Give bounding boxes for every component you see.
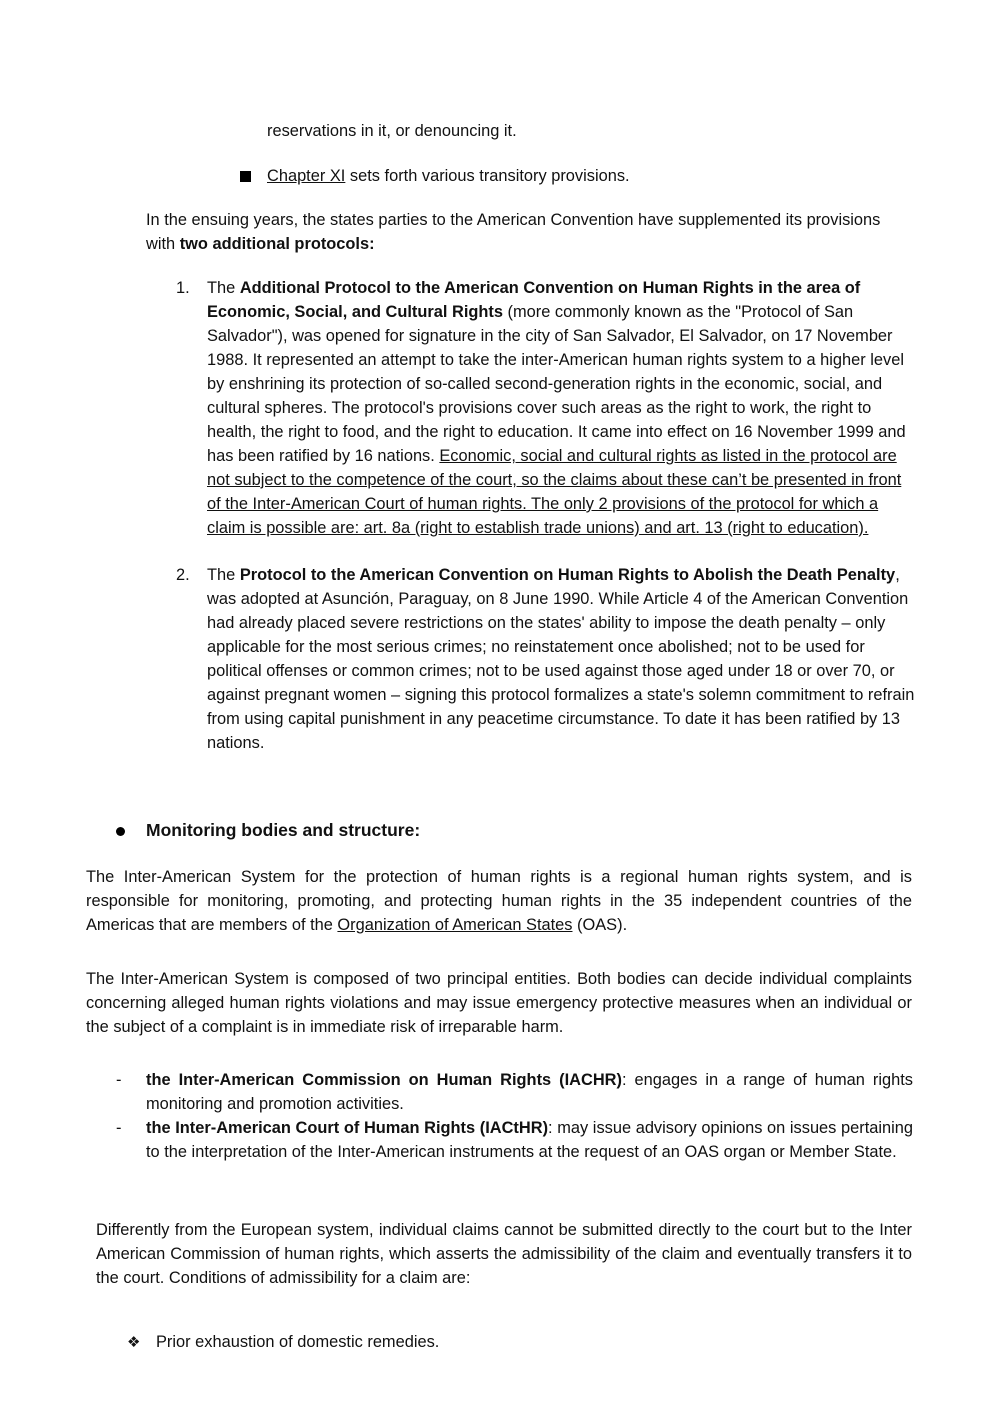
list-number: 1. — [176, 279, 190, 297]
list-number: 2. — [176, 566, 190, 584]
protocol-text: (more commonly known as the "Protocol of San Salvador"), was opened for signature in the city of San Salvador, El Salvador, on 17 November 1988. It represented an attempt to take the inter-American human rights system to a higher level by enshrining its protection of so-called second-generation rights in the economic, social, and cultural spheres. The protocol's provisions cover such areas as the right to work, the right to health, the right to food, and the right to education. It came into effect on 16 November 1999 and has been ratified by 16 nations. — [207, 303, 906, 465]
intro-text: In the ensuing years, the states parties to the American Convention have supplemented its provisions with — [146, 211, 881, 253]
entity-desc: : may issue advisory opinions on issues pertaining to the interpretation of the Inter-American instruments at the request of an OAS organ or Member State. — [146, 1119, 913, 1161]
section-heading: Monitoring bodies and structure: — [146, 820, 421, 840]
chapter-xi-text: sets forth various transitory provisions. — [345, 167, 630, 185]
monitoring-paragraph-1 — [86, 865, 912, 937]
monitoring-paragraph-3: Differently from the European system, individual claims cannot be submitted directly to the court but to the Inter American Commission of human rights, which asserts the admissibility of the claim and eventually transfers it to the court. Conditions of admissibility for a claim are: — [96, 1221, 912, 1287]
entity-iachr — [146, 1068, 913, 1116]
dash-bullet: - — [116, 1119, 122, 1137]
protocol-title: Protocol to the American Convention on Human Rights to Abolish the Death Penalty — [239, 566, 896, 584]
p1-text: The Inter-American System for the protection of human rights is a regional human rights system, and is responsible for monitoring, promoting, and protecting human rights in the 35 independent countries of the Americas that are members of the — [86, 868, 912, 934]
p1-text-end: (OAS). — [572, 916, 628, 934]
condition-item: Prior exhaustion of domestic remedies. — [156, 1333, 440, 1351]
protocol-title: Additional Protocol to the American Convention on Human Rights in the area of Economic, Social, and Cultural Rights — [207, 279, 861, 321]
protocol-item-2 — [207, 563, 917, 755]
dash-bullet: - — [116, 1071, 122, 1089]
chapter-xi-link[interactable]: Chapter XI — [267, 167, 346, 185]
intro-paragraph — [146, 208, 914, 256]
entity-name: the Inter-American Commission on Human Rights (IACHR) — [146, 1071, 622, 1089]
protocol-text: , was adopted at Asunción, Paraguay, on 8 June 1990. While Article 4 of the American Convention had already placed severe restrictions on the states' ability to impose the death penalty – only applicable for the most serious crimes; no reinstatement once abolished; not to be used for political offenses or common crimes; not to be used against those aged under 18 or over 70, or against pregnant women – signing this protocol formalizes a state's solemn commitment to refrain from using capital punishment in any peacetime circumstance. To date it has been ratified by 13 nations. — [207, 566, 915, 752]
square-bullet-icon — [240, 171, 251, 182]
continuation-text: reservations in it, or denouncing it. — [267, 122, 517, 140]
monitoring-paragraph-2: The Inter-American System is composed of two principal entities. Both bodies can decide individual complaints concerning alleged human rights violations and may issue emergency protective measures when an individual or the subject of a complaint is in immediate risk of irreparable harm. — [86, 970, 912, 1036]
protocol-pre: The — [207, 566, 240, 584]
protocol-underlined-note: Economic, social and cultural rights as listed in the protocol are not subject to the competence of the court, so the claims about these can’t be presented in front of the Inter-American Court of human rights. The only 2 provisions of the protocol for which a claim is possible are: art. 8a (right to establish trade unions) and art. 13 (right to education). — [207, 447, 902, 537]
protocol-pre: The — [207, 279, 240, 297]
entity-iacthr — [146, 1116, 913, 1164]
entity-desc: : engages in a range of human rights monitoring and promotion activities. — [146, 1071, 913, 1113]
oas-link[interactable]: Organization of American States — [337, 916, 573, 934]
protocol-item-1 — [207, 276, 917, 540]
entity-name: the Inter-American Court of Human Rights (IACtHR) — [146, 1119, 549, 1137]
bullet-icon — [116, 827, 125, 836]
intro-bold: two additional protocols: — [179, 235, 375, 253]
diamond-bullet-icon: ❖ — [127, 1333, 141, 1351]
chapter-xi-item — [267, 164, 927, 188]
